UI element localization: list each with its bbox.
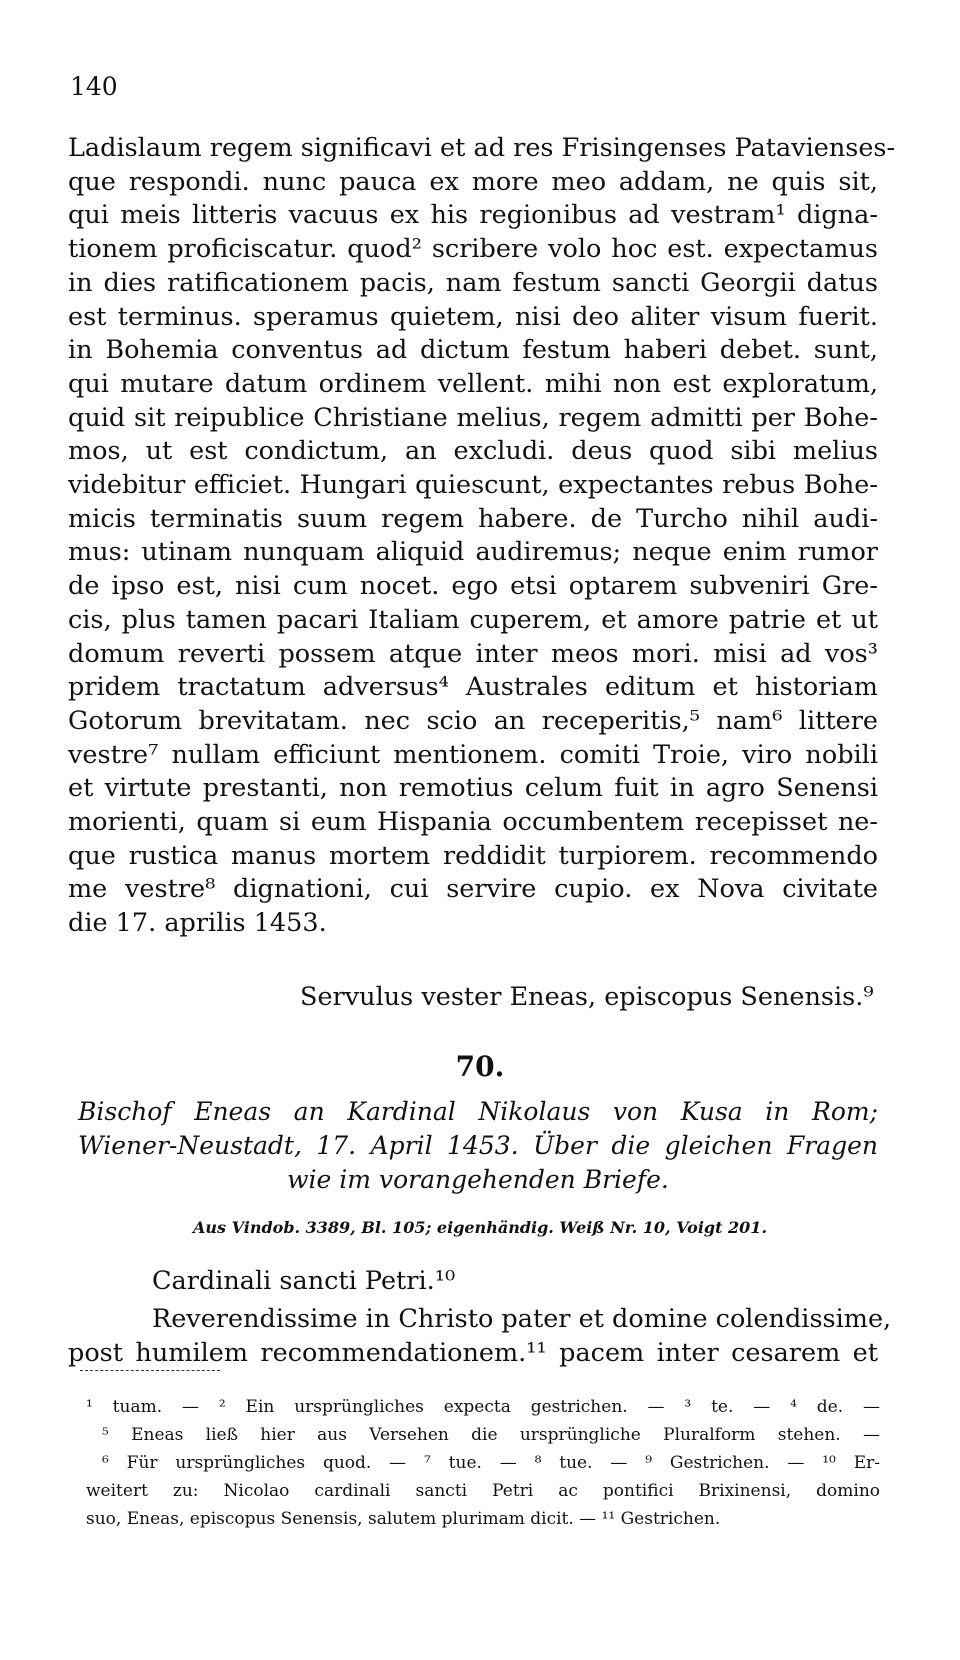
- footnotes: [86, 1393, 880, 1533]
- text-line: domum reverti possem atque inter meos mori. misi ad vos³: [68, 638, 878, 669]
- text-line: qui meis litteris vacuus ex his regionibus ad vestram¹ digna-: [68, 200, 878, 231]
- footnote-line: weitert zu: Nicolao cardinali sancti Petri ac pontifici Brixinensi, domino: [86, 1481, 880, 1501]
- text-line: mos, ut est condictum, an excludi. deus quod sibi melius: [68, 436, 878, 467]
- page-number: 140: [70, 72, 118, 101]
- letter-69-closing-paragraph: [68, 132, 896, 941]
- text-line: que respondi. nunc pauca ex more meo addam, ne quis sit,: [68, 166, 878, 197]
- text-line: qui mutare datum ordinem vellent. mihi non est exploratum,: [68, 368, 878, 399]
- text-line: post humilem recommendationem.¹¹ pacem inter cesarem et: [68, 1337, 878, 1368]
- text-line: est terminus. speramus quietem, nisi deo aliter visum fuerit.: [68, 301, 878, 332]
- text-line: in dies ratificationem pacis, nam festum sancti Georgii datus: [68, 267, 878, 298]
- heading-line: Bischof Eneas an Kardinal Nikolaus von Kusa in Rom;: [78, 1097, 878, 1126]
- heading-line: wie im vorangehenden Briefe.: [287, 1165, 669, 1194]
- text-line: Gotorum brevitatam. nec scio an receperitis,⁵ nam⁶ littere: [68, 705, 878, 736]
- text-line: in Bohemia conventus ad dictum festum haberi debet. sunt,: [68, 335, 878, 366]
- text-line: micis terminatis suum regem habere. de Turcho nihil audi-: [68, 503, 878, 534]
- text-line: mus: utinam nunquam aliquid audiremus; neque enim rumor: [68, 537, 878, 568]
- text-line: tionem proficiscatur. quod² scribere volo hoc est. expectamus: [68, 234, 878, 265]
- text-line: pridem tractatum adversus⁴ Australes editum et historiam: [68, 672, 878, 703]
- source-reference: Aus Vindob. 3389, Bl. 105; eigenhändig. Weiß Nr. 10, Voigt 201.: [192, 1218, 768, 1237]
- letter-heading: [78, 1095, 878, 1197]
- footnote-line: ⁵ Eneas ließ hier aus Versehen die ursprüngliche Pluralform stehen. —: [102, 1425, 880, 1445]
- letter-number: 70.: [455, 1050, 505, 1083]
- text-line: me vestre⁸ dignationi, cui servire cupio. ex Nova civitate: [68, 874, 878, 905]
- text-line: cis, plus tamen pacari Italiam cuperem, et amore patrie et ut: [68, 604, 878, 635]
- text-line: et virtute prestanti, non remotius celum fuit in agro Senensi: [68, 773, 878, 804]
- letter-70-opening-paragraph: [68, 1303, 892, 1370]
- footnote-line: ¹ tuam. — ² Ein ursprüngliches expecta gestrichen. — ³ te. — ⁴ de. —: [86, 1397, 880, 1417]
- text-line: morienti, quam si eum Hispania occumbentem recepisset ne-: [68, 807, 878, 838]
- address-line: Cardinali sancti Petri.¹⁰: [152, 1266, 456, 1296]
- text-line: Ladislaum regem significavi et ad res Frisingenses Patavienses-: [68, 133, 896, 163]
- footnote-line: ⁶ Für ursprüngliches quod. — ⁷ tue. — ⁸ tue. — ⁹ Gestrichen. — ¹⁰ Er-: [102, 1453, 880, 1473]
- signature-line: Servulus vester Eneas, episcopus Senensis.⁹: [300, 982, 874, 1012]
- text-line: que rustica manus mortem reddidit turpiorem. recommendo: [68, 840, 878, 871]
- text-line: die 17. aprilis 1453.: [68, 908, 327, 939]
- footnote-line: suo, Eneas, episcopus Senensis, salutem plurimam dicit. — ¹¹ Gestrichen.: [86, 1509, 721, 1529]
- heading-line: Wiener-Neustadt, 17. April 1453. Über die gleichen Fragen: [78, 1131, 878, 1160]
- text-line: Reverendissime in Christo pater et domine colendissime,: [152, 1304, 892, 1334]
- text-line: videbitur efficiet. Hungari quiescunt, expectantes rebus Bohe-: [68, 470, 878, 501]
- footnote-separator: [80, 1370, 220, 1371]
- text-line: quid sit reipublice Christiane melius, regem admitti per Bohe-: [68, 402, 878, 433]
- text-line: de ipso est, nisi cum nocet. ego etsi optarem subveniri Gre-: [68, 571, 878, 602]
- text-line: vestre⁷ nullam efficiunt mentionem. comiti Troie, viro nobili: [68, 739, 878, 770]
